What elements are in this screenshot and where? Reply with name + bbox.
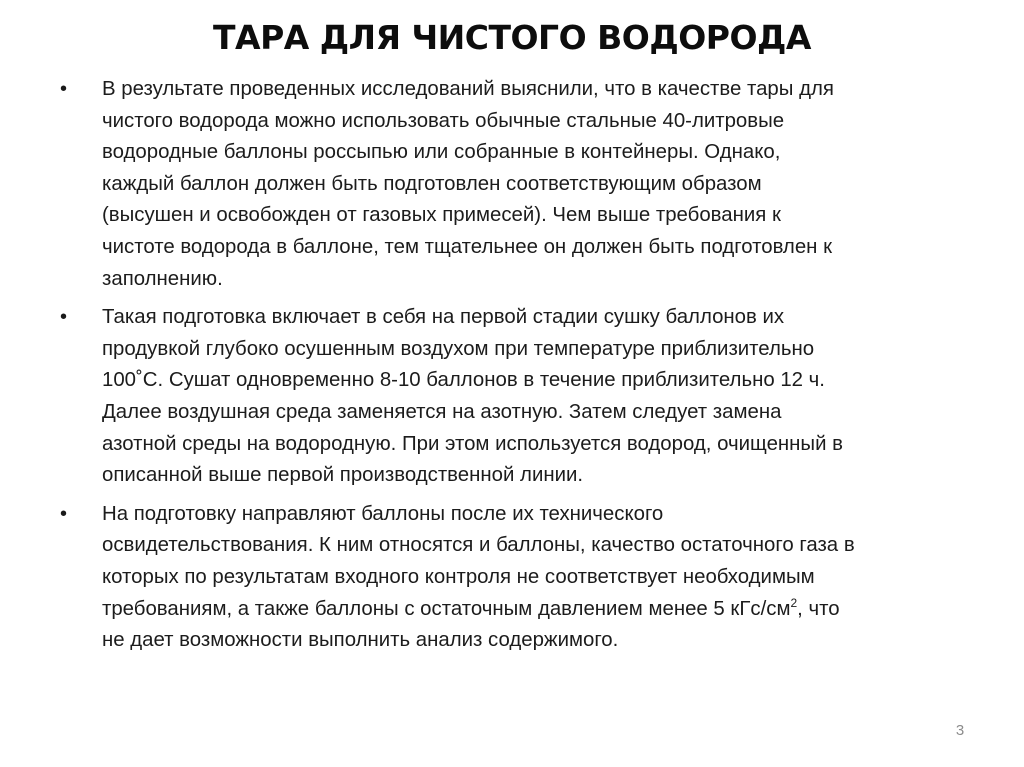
bullet-icon: • — [60, 306, 68, 329]
text-line: чистого водорода можно использовать обычные стальные 40-литровые — [102, 109, 785, 132]
text-segment: требованиям, а также баллоны с остаточным давлением менее 5 кГс/см — [102, 597, 791, 620]
page-number: 3 — [955, 722, 965, 739]
bullet-item-1 — [56, 74, 956, 295]
text-line: 100˚С. Сушат одновременно 8-10 баллонов в течение приблизительно 12 ч. — [102, 369, 825, 392]
text-line: Далее воздушная среда заменяется на азотную. Затем следует замена — [102, 400, 782, 423]
bullet-item-3 — [56, 499, 956, 657]
text-line: каждый баллон должен быть подготовлен соответствующим образом — [102, 172, 762, 195]
text-line: описанной выше первой производственной линии. — [102, 464, 584, 487]
text-line: На подготовку направляют баллоны после их технического — [102, 502, 664, 525]
text-line: освидетельствования. К ним относятся и баллоны, качество остаточного газа в — [102, 534, 855, 557]
text-line: заполнению. — [102, 267, 223, 290]
bullet-item-2 — [56, 302, 956, 492]
text-line: водородные баллоны россыпью или собранные в контейнеры. Однако, — [102, 141, 781, 164]
text-line: В результате проведенных исследований выяснили, что в качестве тары для — [102, 78, 834, 100]
text-line: Такая подготовка включает в себя на первой стадии сушку баллонов их — [102, 306, 785, 329]
bullet-text-3 — [102, 499, 956, 657]
slide-title: ТАРА ДЛЯ ЧИСТОГО ВОДОРОДА — [213, 18, 811, 57]
superscript: 2 — [790, 595, 798, 610]
bullet-icon: • — [60, 502, 68, 525]
text-line: (высушен и освобожден от газовых примесей). Чем выше требования к — [102, 204, 781, 227]
text-line: продувкой глубоко осушенным воздухом при температуре приблизительно — [102, 337, 815, 360]
text-line: чистоте водорода в баллоне, тем тщательнее он должен быть подготовлен к — [102, 235, 833, 258]
slide-content — [56, 74, 956, 664]
bullet-text-2 — [102, 302, 956, 492]
bullet-text-1 — [102, 74, 956, 295]
text-line-with-superscript — [102, 594, 956, 626]
text-segment: , что — [797, 597, 840, 620]
text-line: азотной среды на водородную. При этом используется водород, очищенный в — [102, 432, 843, 455]
text-line: не дает возможности выполнить анализ содержимого. — [102, 629, 619, 652]
bullet-icon: • — [60, 78, 68, 100]
text-line: которых по результатам входного контроля не соответствует необходимым — [102, 565, 815, 588]
